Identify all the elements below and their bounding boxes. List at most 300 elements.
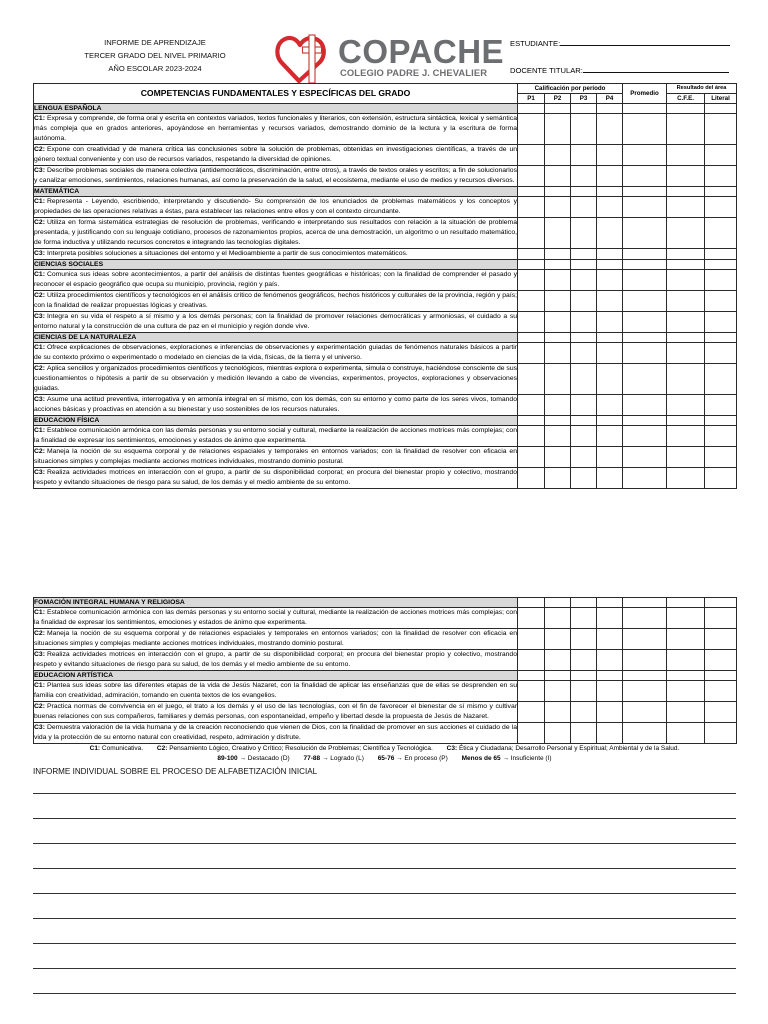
literal-cell [705, 218, 737, 249]
literacy-report-lines [33, 777, 736, 994]
competency-code: C2: [34, 219, 45, 226]
literal-cell [705, 468, 737, 489]
competency-row [34, 447, 737, 468]
competency-description: Aplica sencillos y organizados procedimientos científicos y tecnológicos, mientras explora o experimenta, simula o construye, haciéndose consciente de sus cuestionamientos o hipótesis a partir de su observación y medición llevando a cabo de vivencias, experimentos, proyectos, exploraciones y observaciones guiadas. [34, 365, 517, 392]
p2-cell [545, 629, 571, 650]
section-row [34, 416, 737, 426]
section-p2-cell [545, 333, 571, 343]
area-result-header: Resultado del área [667, 84, 737, 94]
competency-code: C2: [34, 703, 45, 710]
competency-text [34, 608, 518, 629]
section-p1-cell [518, 333, 545, 343]
grading-legend [33, 744, 736, 764]
section-literal-cell [705, 671, 737, 681]
cfe-cell [667, 114, 705, 145]
p4-cell [597, 270, 623, 291]
literal-cell [705, 395, 737, 416]
teacher-label: DOCENTE TITULAR: [510, 66, 583, 75]
section-p2-cell [545, 416, 571, 426]
competency-text [34, 291, 518, 312]
section-literal-cell [705, 187, 737, 197]
promedio-cell [623, 629, 667, 650]
competency-row [34, 426, 737, 447]
cfe-cell [667, 650, 705, 671]
cfe-cell [667, 629, 705, 650]
section-cfe-cell [667, 333, 705, 343]
competency-row [34, 468, 737, 489]
competency-text [34, 343, 518, 364]
section-literal-cell [705, 416, 737, 426]
cfe-cell [667, 702, 705, 723]
p1-cell [518, 426, 545, 447]
section-cfe-cell [667, 104, 705, 114]
p2-cell [545, 197, 571, 218]
section-p2-cell [545, 598, 571, 608]
competency-description: Expresa y comprende, de forma oral y escrita en contextos variados, textos funcionales y literarios, con extensión, estructura sintáctica, lexical y semántica más compleja que en grados anteriores, apoyándose en herramientas y recursos variados, demostrando dominio de la lectura y la escritura de forma autónoma. [34, 115, 517, 142]
p4-cell [597, 447, 623, 468]
cfe-cell [667, 312, 705, 333]
scale-label: → En proceso (P) [396, 755, 448, 762]
p2-cell [545, 681, 571, 702]
cfe-cell [667, 426, 705, 447]
competency-text [34, 197, 518, 218]
writing-line [33, 894, 736, 919]
literal-cell [705, 166, 737, 187]
literal-cell [705, 447, 737, 468]
competency-row [34, 312, 737, 333]
p1-cell [518, 166, 545, 187]
section-title: LENGUA ESPAÑOLA [34, 104, 518, 114]
cfe-cell [667, 343, 705, 364]
cfe-cell [667, 395, 705, 416]
literal-cell [705, 629, 737, 650]
p3-cell [571, 650, 597, 671]
competency-code: C2: [34, 292, 45, 299]
competency-text [34, 270, 518, 291]
p2-cell [545, 145, 571, 166]
literal-cell [705, 343, 737, 364]
section-p4-cell [597, 260, 623, 270]
p1-cell [518, 447, 545, 468]
p3-cell [571, 702, 597, 723]
legend-text: Pensamiento Lógico, Creativo y Crítico; Resolución de Problemas; Científica y Tecnológica. [169, 745, 433, 752]
competency-row [34, 218, 737, 249]
competency-row [34, 270, 737, 291]
literal-cell [705, 145, 737, 166]
scale-label: → Destacado (D) [239, 755, 290, 762]
section-row [34, 333, 737, 343]
literal-cell [705, 723, 737, 744]
promedio-cell [623, 312, 667, 333]
promedio-cell [623, 364, 667, 395]
cfe-cell [667, 291, 705, 312]
teacher-field [510, 64, 729, 76]
section-p1-cell [518, 260, 545, 270]
p4-cell [597, 702, 623, 723]
competency-text [34, 629, 518, 650]
p2-cell [545, 364, 571, 395]
promedio-cell [623, 395, 667, 416]
logo-subtitle: COLEGIO PADRE J. CHEVALIER [340, 67, 488, 78]
competency-description: Plantea sus ideas sobre las diferentes etapas de la vida de Jesús Nazaret, con la finalidad de aplicar las enseñanzas que de ellas se desprenden en su familia con creatividad, admiración, tomando en cuenta textos de los evangelios. [34, 682, 517, 699]
section-row [34, 671, 737, 681]
p2-cell [545, 650, 571, 671]
section-p3-cell [571, 671, 597, 681]
competency-description: Maneja la noción de su esquema corporal y de relaciones espaciales y temporales en entornos variados; con la finalidad de resolver con eficacia en situaciones simples y complejas mediante acciones motrices individuales, mostrando dominio postural. [34, 448, 517, 465]
p4-cell [597, 468, 623, 489]
literal-header: Literal [705, 94, 737, 104]
p3-cell [571, 426, 597, 447]
competency-description: Ofrece explicaciones de observaciones, exploraciones e inferencias de observaciones y experimentación guiadas de fenómenos naturales básicos a partir de su contexto próximo o experimentado o modelado en ciencias de la vida, físicas, de la tierra y el universo. [34, 344, 517, 361]
cfe-cell [667, 218, 705, 249]
promedio-cell [623, 447, 667, 468]
competency-row [34, 650, 737, 671]
competency-code: C2: [34, 146, 45, 153]
section-p4-cell [597, 416, 623, 426]
p3-cell [571, 629, 597, 650]
competency-row [34, 145, 737, 166]
p1-cell [518, 312, 545, 333]
promedio-cell [623, 702, 667, 723]
competency-text [34, 447, 518, 468]
competency-code: C3: [34, 250, 45, 257]
section-p1-cell [518, 104, 545, 114]
competency-text [34, 723, 518, 744]
section-p4-cell [597, 187, 623, 197]
p1-header: P1 [518, 94, 545, 104]
competency-code: C2: [34, 630, 45, 637]
competency-description: Describe problemas sociales de manera colectiva (antidemocráticos, discriminación, entre otros), a través de textos orales y escritos; a fin de solucionarlos y canalizar emociones, sentimientos, relaciones humanas, así como la preservación de la salud, el ecosistema, mediante el uso de medios y recursos diversos. [34, 167, 517, 184]
p2-cell [545, 114, 571, 145]
section-promedio-cell [623, 187, 667, 197]
competency-text [34, 145, 518, 166]
section-title: CIENCIAS SOCIALES [34, 260, 518, 270]
p3-cell [571, 395, 597, 416]
writing-line [33, 919, 736, 944]
p3-cell [571, 291, 597, 312]
section-p3-cell [571, 598, 597, 608]
literal-cell [705, 702, 737, 723]
competency-description: Establece comunicación armónica con las demás personas y su entorno social y cultural, mediante la realización de acciones motrices más complejas; con la finalidad de expresar los sentimientos, emociones y estados de ánimo que experimenta. [34, 427, 517, 444]
report-heading [60, 36, 250, 75]
literal-cell [705, 650, 737, 671]
heart-cross-icon [275, 31, 329, 85]
literal-cell [705, 312, 737, 333]
cfe-cell [667, 608, 705, 629]
p3-cell [571, 270, 597, 291]
section-row [34, 104, 737, 114]
promedio-cell [623, 218, 667, 249]
competency-description: Utiliza procedimientos científicos y tecnológicos en el análisis crítico de fenómenos geográficos, hechos históricos y culturales de la provincia, región y país; con la finalidad de realizar propuestas lógicas y creativas. [34, 292, 517, 309]
p2-cell [545, 608, 571, 629]
legend-code: C2: [156, 745, 168, 752]
writing-line [33, 794, 736, 819]
p1-cell [518, 145, 545, 166]
promedio-cell [623, 723, 667, 744]
p1-cell [518, 197, 545, 218]
section-literal-cell [705, 260, 737, 270]
competency-code: C3: [34, 724, 45, 731]
p2-header: P2 [545, 94, 571, 104]
competency-code: C1: [34, 271, 45, 278]
section-p4-cell [597, 104, 623, 114]
literal-cell [705, 270, 737, 291]
competency-row [34, 395, 737, 416]
report-grade: TERCER GRADO DEL NIVEL PRIMARIO [84, 51, 226, 60]
section-cfe-cell [667, 260, 705, 270]
promedio-cell [623, 145, 667, 166]
competency-text [34, 681, 518, 702]
section-title: MATEMÁTICA [34, 187, 518, 197]
cfe-cell [667, 364, 705, 395]
legend-code: C3: [446, 745, 458, 752]
p3-cell [571, 447, 597, 468]
p4-cell [597, 249, 623, 260]
section-row [34, 187, 737, 197]
competency-code: C2: [34, 448, 45, 455]
p3-cell [571, 218, 597, 249]
p4-cell [597, 629, 623, 650]
cfe-cell [667, 723, 705, 744]
p4-cell [597, 608, 623, 629]
report-title: INFORME DE APRENDIZAJE [104, 38, 206, 47]
p3-header: P3 [571, 94, 597, 104]
p3-cell [571, 343, 597, 364]
competency-code: C1: [34, 427, 45, 434]
p1-cell [518, 723, 545, 744]
competency-code: C1: [34, 198, 45, 205]
competency-description: Demuestra valoración de la vida humana y de la creación reconociendo que vienen de Dios, con la finalidad de promover en sus acciones el cuidado de la vida y la protección de su entorno natural con creatividad, respeto, admiración y disfrute. [34, 724, 517, 741]
competency-legend [33, 744, 736, 754]
logo-wordmark: COPACHE [338, 33, 505, 70]
p4-cell [597, 681, 623, 702]
section-p2-cell [545, 187, 571, 197]
p2-cell [545, 447, 571, 468]
competency-text [34, 312, 518, 333]
cfe-header: C.F.E. [667, 94, 705, 104]
section-promedio-cell [623, 260, 667, 270]
literal-cell [705, 426, 737, 447]
section-title: CIENCIAS DE LA NATURALEZA [34, 333, 518, 343]
competency-text [34, 426, 518, 447]
competency-code: C3: [34, 313, 45, 320]
scale-legend [33, 754, 736, 764]
average-header: Promedio [623, 84, 667, 104]
literal-cell [705, 364, 737, 395]
literal-cell [705, 608, 737, 629]
competency-description: Integra en su vida el respeto a sí mismo y a los demás personas; con la finalidad de promover relaciones democráticas y armoniosas, el cuidado a su entorno natural y la construcción de una cultura de paz en el municipio y región donde vive. [34, 313, 517, 330]
p1-cell [518, 249, 545, 260]
scale-range: Menos de 65 [461, 755, 501, 762]
promedio-cell [623, 426, 667, 447]
competency-text [34, 364, 518, 395]
section-cfe-cell [667, 416, 705, 426]
section-p3-cell [571, 104, 597, 114]
competency-row [34, 723, 737, 744]
competency-text [34, 114, 518, 145]
competency-description: Establece comunicación armónica con las demás personas y su entorno social y cultural, mediante la realización de acciones motrices más complejas; con la finalidad de expresar los sentimientos, emociones y estados de ánimo que experimenta. [34, 609, 517, 626]
literal-cell [705, 291, 737, 312]
cfe-cell [667, 197, 705, 218]
competency-row [34, 249, 737, 260]
literal-cell [705, 197, 737, 218]
p4-cell [597, 343, 623, 364]
promedio-cell [623, 650, 667, 671]
competency-code: C3: [34, 469, 45, 476]
section-promedio-cell [623, 333, 667, 343]
p2-cell [545, 426, 571, 447]
legend-text: Ética y Ciudadana; Desarrollo Personal y Espiritual; Ambiental y de la Salud. [458, 745, 680, 752]
competencies-table-1 [33, 83, 737, 489]
section-cfe-cell [667, 671, 705, 681]
p3-cell [571, 364, 597, 395]
literal-cell [705, 114, 737, 145]
competency-code: C3: [34, 396, 45, 403]
section-p2-cell [545, 260, 571, 270]
p4-cell [597, 426, 623, 447]
competency-code: C3: [34, 167, 45, 174]
competencies-table-2 [33, 597, 737, 744]
section-p1-cell [518, 187, 545, 197]
p1-cell [518, 681, 545, 702]
cfe-cell [667, 249, 705, 260]
competency-row [34, 681, 737, 702]
p3-cell [571, 312, 597, 333]
p2-cell [545, 343, 571, 364]
p2-cell [545, 702, 571, 723]
p1-cell [518, 364, 545, 395]
section-cfe-cell [667, 598, 705, 608]
teacher-blank-line [583, 64, 729, 73]
student-label: ESTUDIANTE: [510, 39, 561, 48]
p4-cell [597, 197, 623, 218]
p4-cell [597, 145, 623, 166]
section-promedio-cell [623, 416, 667, 426]
p4-cell [597, 650, 623, 671]
p4-cell [597, 312, 623, 333]
p1-cell [518, 218, 545, 249]
p1-cell [518, 702, 545, 723]
competency-text [34, 218, 518, 249]
p2-cell [545, 218, 571, 249]
competency-description: Maneja la noción de su esquema corporal y de relaciones espaciales y temporales en entornos variados; con la finalidad de resolver con eficacia en situaciones simples y complejas mediante acciones motrices individuales, mostrando dominio postural. [34, 630, 517, 647]
section-literal-cell [705, 333, 737, 343]
p4-cell [597, 723, 623, 744]
writing-line [33, 869, 736, 894]
section-p2-cell [545, 104, 571, 114]
p4-cell [597, 291, 623, 312]
literacy-report-title: INFORME INDIVIDUAL SOBRE EL PROCESO DE ALFABETIZACIÓN INICIAL [33, 767, 318, 776]
promedio-cell [623, 270, 667, 291]
promedio-cell [623, 166, 667, 187]
p2-cell [545, 723, 571, 744]
p1-cell [518, 114, 545, 145]
section-literal-cell [705, 104, 737, 114]
competency-text [34, 650, 518, 671]
p3-cell [571, 145, 597, 166]
p1-cell [518, 650, 545, 671]
promedio-cell [623, 291, 667, 312]
section-p2-cell [545, 671, 571, 681]
section-p3-cell [571, 187, 597, 197]
p4-cell [597, 364, 623, 395]
promedio-cell [623, 114, 667, 145]
p3-cell [571, 166, 597, 187]
competency-code: C1: [34, 115, 45, 122]
section-promedio-cell [623, 104, 667, 114]
scale-range: 77-88 [303, 755, 321, 762]
section-p1-cell [518, 598, 545, 608]
p2-cell [545, 270, 571, 291]
p1-cell [518, 395, 545, 416]
competencies-header: COMPETENCIAS FUNDAMENTALES Y ESPECÍFICAS DEL GRADO [34, 84, 518, 104]
writing-line [33, 969, 736, 994]
section-p1-cell [518, 671, 545, 681]
cfe-cell [667, 166, 705, 187]
competency-code: C1: [34, 682, 45, 689]
section-p1-cell [518, 416, 545, 426]
cfe-cell [667, 145, 705, 166]
p1-cell [518, 270, 545, 291]
p2-cell [545, 249, 571, 260]
competency-description: Practica normas de convivencia en el juego, el trato a los demás y el uso de las tecnologías, con el fin de favorecer el bienestar de sí mismo y cultivar buenas relaciones con sus compañeros, familiares y demás personas, con espontaneidad, empeño y libertad desde la propuesta de Jesús de Nazaret. [34, 703, 517, 720]
competency-row [34, 166, 737, 187]
literal-cell [705, 681, 737, 702]
p1-cell [518, 291, 545, 312]
p1-cell [518, 608, 545, 629]
section-p3-cell [571, 416, 597, 426]
student-blank-line [560, 37, 730, 46]
p4-cell [597, 395, 623, 416]
p2-cell [545, 312, 571, 333]
student-field [510, 37, 730, 49]
promedio-cell [623, 343, 667, 364]
competency-description: Comunica sus ideas sobre acontecimientos, a partir del análisis de distintas fuentes geográficas e históricas; con la finalidad de comprender el pasado y reconocer el espacio geográfico que ocupa su municipio, provincia, región y país. [34, 271, 517, 288]
competency-row [34, 608, 737, 629]
competency-description: Realiza actividades motrices en interacción con el grupo, a partir de su disponibilidad corporal; en procura del bienestar propio y colectivo, mostrando respeto y evitando situaciones de riesgo para su salud, de los demás y el medio ambiente de su entorno. [34, 651, 517, 668]
p3-cell [571, 468, 597, 489]
writing-line [33, 819, 736, 844]
period-group-header: Calificación por período [518, 84, 623, 94]
p2-cell [545, 468, 571, 489]
cfe-cell [667, 270, 705, 291]
section-p3-cell [571, 333, 597, 343]
competency-code: C1: [34, 609, 45, 616]
competency-description: Expone con creatividad y de manera crítica las conclusiones sobre la solución de problemas, obtenidas en investigaciones científicas, a través de un género textual conveniente y con uso de recursos variados, respetando la diversidad de opiniones. [34, 146, 517, 163]
cfe-cell [667, 681, 705, 702]
section-p3-cell [571, 260, 597, 270]
writing-line [33, 944, 736, 969]
competency-description: Interpreta posibles soluciones a situaciones del entorno y el Medioambiente a partir de sus conocimientos matemáticos. [46, 250, 408, 257]
p4-cell [597, 218, 623, 249]
promedio-cell [623, 197, 667, 218]
p4-cell [597, 114, 623, 145]
lower-section [33, 597, 736, 994]
p3-cell [571, 681, 597, 702]
competency-code: C1: [34, 344, 45, 351]
competency-row [34, 291, 737, 312]
competency-description: Realiza actividades motrices en interacción con el grupo, a partir de su disponibilidad corporal; en procura del bienestar propio y colectivo, mostrando respeto y evitando situaciones de riesgo para su salud, de los demás y el medio ambiente de su entorno. [34, 469, 517, 486]
section-cfe-cell [667, 187, 705, 197]
legend-text: Comunicativa. [101, 745, 144, 752]
p3-cell [571, 197, 597, 218]
p3-cell [571, 723, 597, 744]
competency-row [34, 114, 737, 145]
competency-row [34, 197, 737, 218]
writing-line [33, 777, 736, 794]
legend-code: C1: [89, 745, 101, 752]
section-p4-cell [597, 671, 623, 681]
